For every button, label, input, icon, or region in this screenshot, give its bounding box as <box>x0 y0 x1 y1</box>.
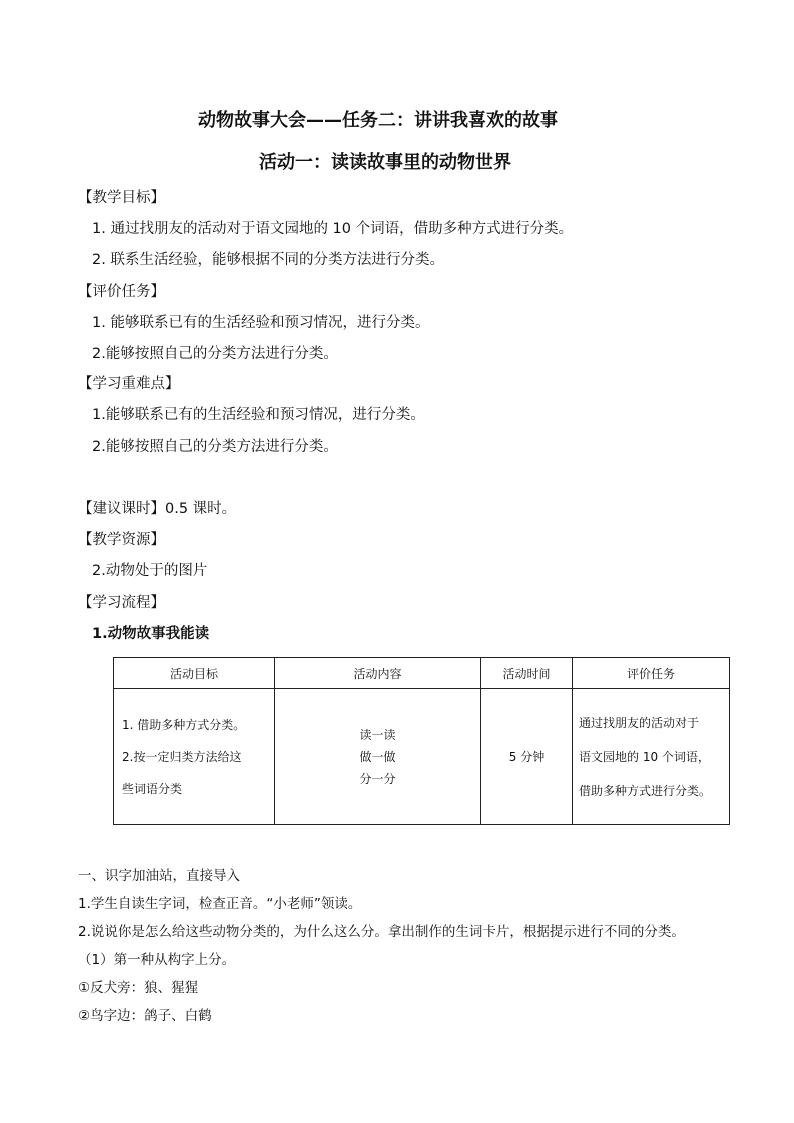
cell-eval-line-3: 借助多种方式进行分类。 <box>579 783 712 798</box>
goal-item-2: 2. 联系生活经验，能够根据不同的分类方法进行分类。 <box>92 252 444 268</box>
flow-item-1: 1.动物故事我能读 <box>92 626 210 642</box>
table-header-eval: 评价任务 <box>573 658 730 689</box>
goals-heading: 【教学目标】 <box>78 190 165 206</box>
activity-table <box>113 657 730 825</box>
cell-goal-line-2: 2.按一定归类方法给这 <box>122 749 242 764</box>
table-header-row <box>114 658 730 689</box>
cell-goal <box>114 689 275 825</box>
body-p6: ②鸟字边：鸽子、白鹤 <box>78 1008 212 1024</box>
body-p1: 一、识字加油站，直接导入 <box>78 868 240 884</box>
body-p4: （1）第一种从构字上分。 <box>78 952 236 968</box>
cell-goal-line-3: 些词语分类 <box>122 781 183 796</box>
cell-eval-line-1: 通过找朋友的活动对于 <box>579 715 700 730</box>
cell-eval <box>573 689 730 825</box>
cell-content-line-3: 分一分 <box>359 771 396 786</box>
table-row <box>114 689 730 825</box>
cell-content <box>275 689 481 825</box>
table-header-content: 活动内容 <box>275 658 481 689</box>
table-header-time: 活动时间 <box>481 658 573 689</box>
cell-content-line-2: 做一做 <box>359 749 396 764</box>
eval-heading: 【评价任务】 <box>78 284 165 300</box>
page-title: 动物故事大会——任务二：讲讲我喜欢的故事 <box>198 110 558 131</box>
key-heading: 【学习重难点】 <box>78 376 180 392</box>
page-subtitle: 活动一：读读故事里的动物世界 <box>259 152 511 173</box>
body-p5: ①反犬旁：狼、猩猩 <box>78 980 199 996</box>
cell-time: 5 分钟 <box>481 689 573 825</box>
resource-item-1: 2.动物处于的图片 <box>92 563 208 579</box>
body-p3: 2.说说你是怎么给这些动物分类的，为什么这么分。拿出制作的生词卡片，根据提示进行不同的分类。 <box>78 924 685 940</box>
goal-item-1: 1. 通过找朋友的活动对于语文园地的 10 个词语，借助多种方式进行分类。 <box>92 221 574 237</box>
eval-item-1: 1. 能够联系已有的生活经验和预习情况，进行分类。 <box>92 315 430 331</box>
cell-goal-line-1: 1. 借助多种方式分类。 <box>122 717 246 732</box>
cell-content-line-1: 读一读 <box>359 727 396 742</box>
eval-item-2: 2.能够按照自己的分类方法进行分类。 <box>92 346 338 362</box>
cell-eval-line-2: 语文园地的 10 个词语， <box>579 749 710 764</box>
resources-heading: 【教学资源】 <box>78 532 165 548</box>
key-item-2: 2.能够按照自己的分类方法进行分类。 <box>92 439 338 455</box>
body-p2: 1.学生自读生字词，检查正音。“小老师”领读。 <box>78 896 362 912</box>
flow-heading: 【学习流程】 <box>78 595 165 611</box>
key-item-1: 1.能够联系已有的生活经验和预习情况，进行分类。 <box>92 407 425 423</box>
table-header-goal: 活动目标 <box>114 658 275 689</box>
hours-line: 【建议课时】0.5 课时。 <box>78 501 237 517</box>
